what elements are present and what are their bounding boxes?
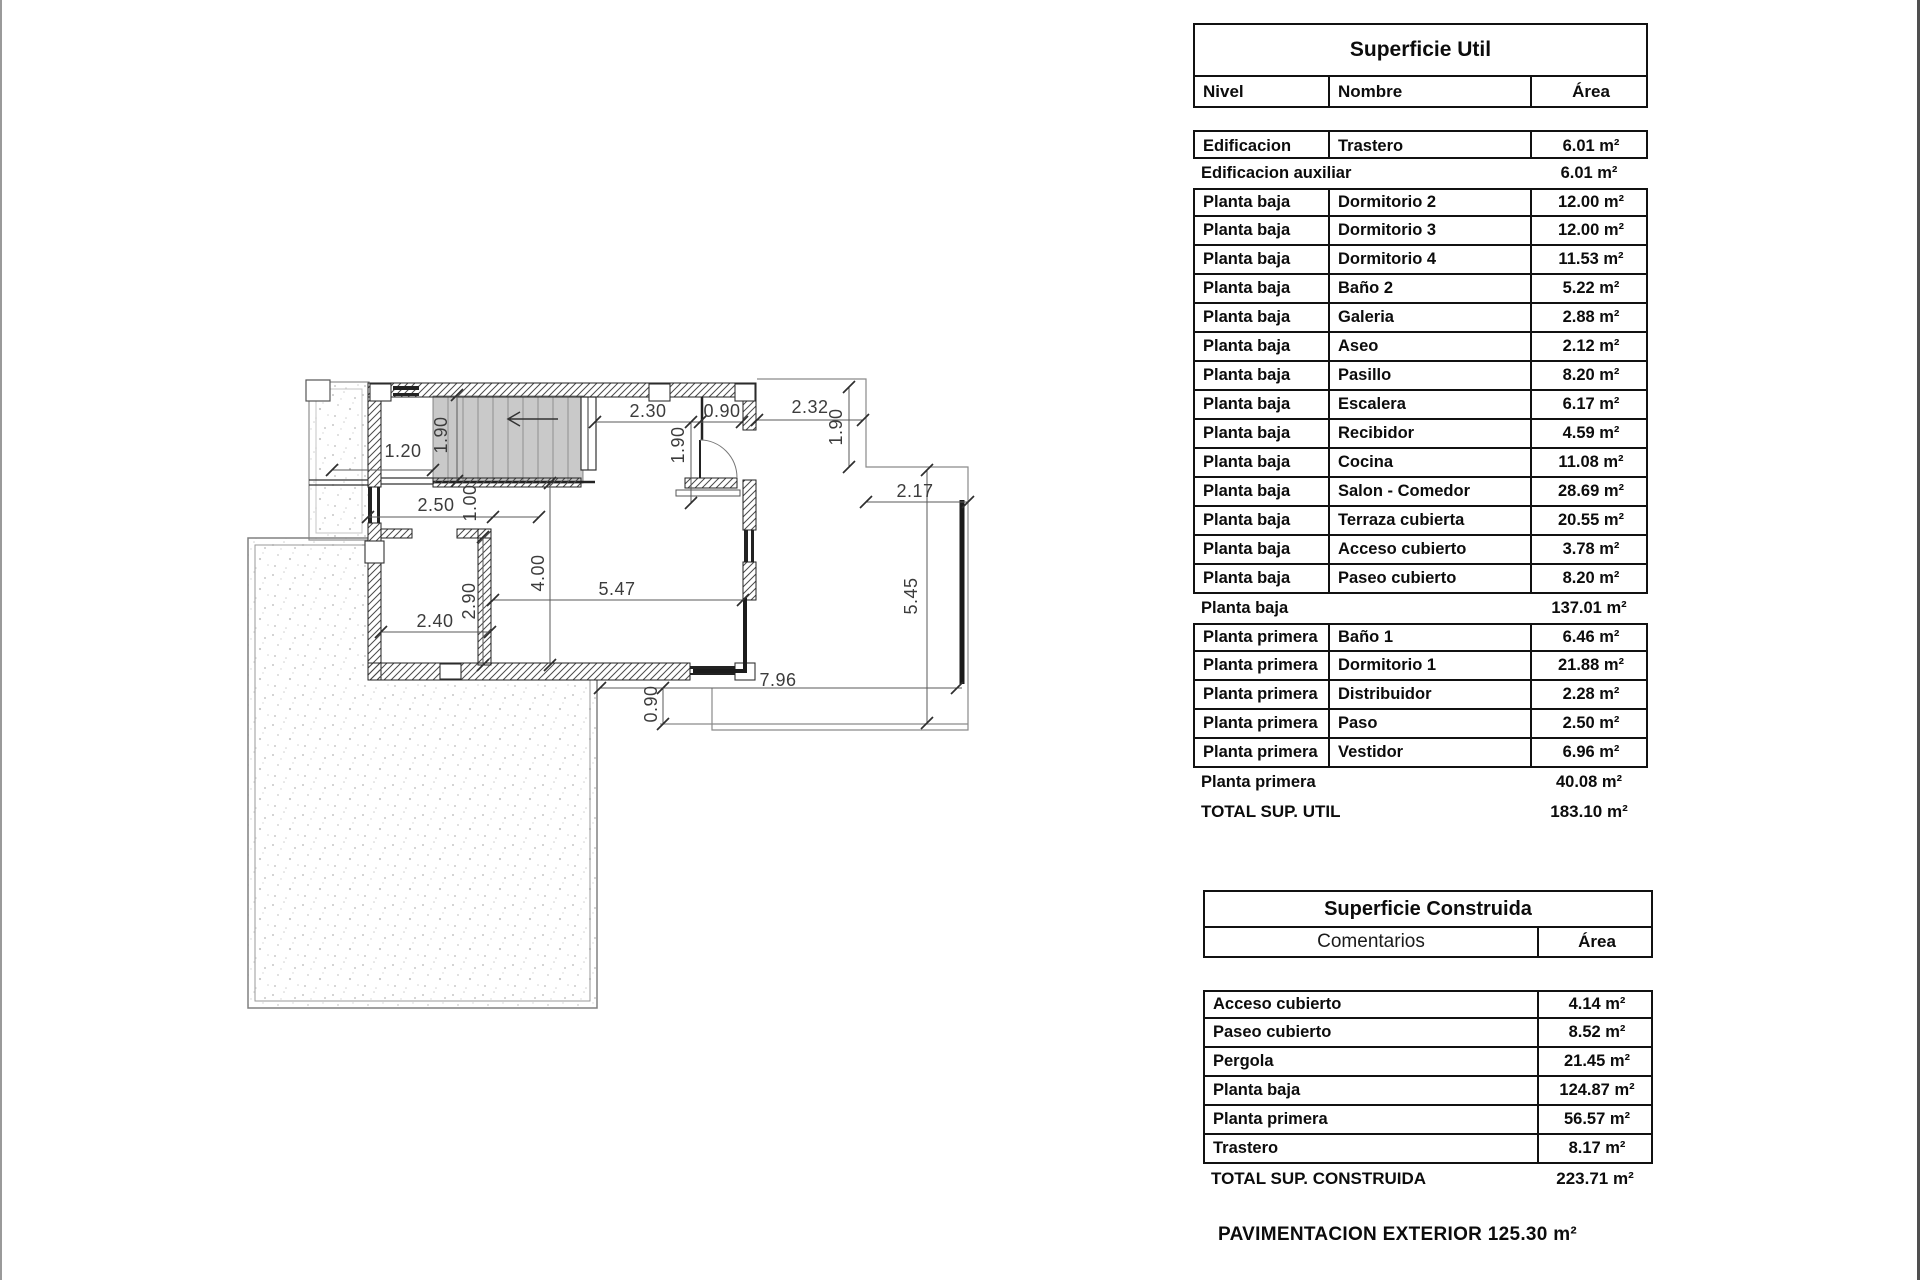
table-row bbox=[1193, 710, 1648, 739]
cell-nivel: Planta primera bbox=[1195, 625, 1330, 650]
cell-label: Planta primera bbox=[1201, 773, 1316, 791]
cell-area: 8.17 m² bbox=[1568, 1139, 1626, 1157]
cell-label: TOTAL SUP. CONSTRUIDA bbox=[1211, 1168, 1427, 1188]
superficie-util-header bbox=[1193, 77, 1648, 108]
table-row bbox=[1193, 565, 1648, 594]
cell-nivel: Planta primera bbox=[1195, 710, 1330, 737]
cell-nombre: Cocina bbox=[1330, 449, 1532, 476]
cell-area: 6.46 m² bbox=[1562, 628, 1620, 646]
cell-nombre: Salon - Comedor bbox=[1330, 478, 1532, 505]
cell-nivel: Planta baja bbox=[1195, 362, 1330, 389]
superficie-construida-table bbox=[1203, 890, 1653, 1193]
dimension-label: 5.47 bbox=[598, 579, 636, 599]
cell-nombre: Trastero bbox=[1330, 132, 1532, 157]
cell-nivel: Planta primera bbox=[1195, 681, 1330, 708]
cell-nombre: Distribuidor bbox=[1330, 681, 1532, 708]
subtotal-row bbox=[1193, 159, 1648, 188]
table-row bbox=[1203, 1106, 1653, 1135]
table-row bbox=[1193, 362, 1648, 391]
cell-nombre: Pasillo bbox=[1330, 362, 1532, 389]
table-row bbox=[1193, 536, 1648, 565]
table-row bbox=[1203, 1048, 1653, 1077]
cell-area: 40.08 m² bbox=[1555, 773, 1623, 791]
cell-label: Planta baja bbox=[1201, 599, 1289, 617]
dimension-label: 2.17 bbox=[896, 481, 934, 501]
table-row bbox=[1193, 130, 1648, 159]
cell-area: 6.17 m² bbox=[1562, 395, 1620, 413]
cell-nombre: Galeria bbox=[1330, 304, 1532, 331]
cell-area: 56.57 m² bbox=[1563, 1110, 1631, 1128]
cell-comentario: Paseo cubierto bbox=[1205, 1019, 1539, 1046]
dimension-label: 2.90 bbox=[459, 582, 479, 620]
superficie-util-table bbox=[1193, 23, 1648, 826]
table-row bbox=[1193, 739, 1648, 768]
dimension-label: 0.90 bbox=[703, 401, 741, 421]
cell-comentario: Acceso cubierto bbox=[1205, 992, 1539, 1017]
cell-nombre: Paso bbox=[1330, 710, 1532, 737]
cell-nivel: Planta baja bbox=[1195, 275, 1330, 302]
table-row bbox=[1193, 478, 1648, 507]
cell-area: 6.01 m² bbox=[1560, 164, 1618, 182]
cell-nombre: Vestidor bbox=[1330, 739, 1532, 766]
cell-area: 8.20 m² bbox=[1562, 569, 1620, 587]
superficie-util-rows bbox=[1193, 130, 1648, 826]
cell-nivel: Planta baja bbox=[1195, 449, 1330, 476]
table-row bbox=[1193, 507, 1648, 536]
table-row bbox=[1193, 246, 1648, 275]
dimension-label: 2.50 bbox=[417, 495, 455, 515]
dimension-label: 5.45 bbox=[901, 577, 921, 615]
cell-area: 11.08 m² bbox=[1558, 453, 1624, 471]
cell-area: 28.69 m² bbox=[1557, 482, 1625, 500]
cell-area: 11.53 m² bbox=[1558, 250, 1624, 268]
cell-area: 2.28 m² bbox=[1562, 685, 1620, 703]
dimension-label: 7.96 bbox=[759, 670, 797, 690]
superficie-construida-rows bbox=[1203, 990, 1653, 1193]
table-row bbox=[1193, 333, 1648, 362]
superficie-util-title: Superficie Util bbox=[1193, 23, 1648, 77]
cell-area: 2.12 m² bbox=[1562, 337, 1620, 355]
table-row bbox=[1203, 990, 1653, 1019]
superficie-construida-header bbox=[1203, 928, 1653, 958]
cell-area: 12.00 m² bbox=[1557, 193, 1625, 211]
table-row bbox=[1193, 420, 1648, 449]
page-edge-left bbox=[0, 0, 2, 1280]
cell-nombre: Dormitorio 3 bbox=[1330, 217, 1532, 244]
table-row bbox=[1193, 652, 1648, 681]
cell-nivel: Planta baja bbox=[1195, 190, 1330, 215]
dimension-label: 4.00 bbox=[528, 554, 548, 592]
cell-area: 6.01 m² bbox=[1562, 137, 1620, 155]
cell-nombre: Baño 1 bbox=[1330, 625, 1532, 650]
cell-label: TOTAL SUP. UTIL bbox=[1201, 801, 1341, 821]
table-gap bbox=[1193, 108, 1648, 130]
cell-area: 21.45 m² bbox=[1563, 1052, 1631, 1070]
cell-comentario: Planta primera bbox=[1205, 1106, 1539, 1133]
cell-area: 8.20 m² bbox=[1562, 366, 1620, 384]
column-header-area: Área bbox=[1572, 81, 1610, 101]
cell-area: 4.14 m² bbox=[1568, 995, 1626, 1013]
subtotal-row bbox=[1193, 768, 1648, 797]
cell-nombre: Escalera bbox=[1330, 391, 1532, 418]
table-gap bbox=[1203, 958, 1653, 990]
table-row bbox=[1193, 275, 1648, 304]
cell-nombre: Terraza cubierta bbox=[1330, 507, 1532, 534]
dimension-label: 1.90 bbox=[668, 426, 688, 464]
dimension-label: 2.40 bbox=[416, 611, 454, 631]
cell-area: 20.55 m² bbox=[1557, 511, 1625, 529]
cell-comentario: Pergola bbox=[1205, 1048, 1539, 1075]
dimension-label: 2.32 bbox=[791, 397, 829, 417]
dimension-label: 1.90 bbox=[431, 416, 451, 454]
table-row bbox=[1193, 681, 1648, 710]
cell-comentario: Trastero bbox=[1205, 1135, 1539, 1162]
cell-area: 3.78 m² bbox=[1562, 540, 1620, 558]
cell-area: 5.22 m² bbox=[1562, 279, 1620, 297]
cell-nivel: Planta baja bbox=[1195, 246, 1330, 273]
cell-area: 12.00 m² bbox=[1557, 221, 1625, 239]
dimension-label: 1.00 bbox=[460, 484, 480, 522]
cell-nivel: Planta baja bbox=[1195, 478, 1330, 505]
cell-nivel: Planta baja bbox=[1195, 217, 1330, 244]
cell-nivel: Planta baja bbox=[1195, 507, 1330, 534]
cell-nombre: Baño 2 bbox=[1330, 275, 1532, 302]
superficie-construida-title: Superficie Construida bbox=[1203, 890, 1653, 928]
dimension-label: 0.90 bbox=[641, 685, 661, 723]
cell-area: 124.87 m² bbox=[1559, 1081, 1635, 1099]
table-row bbox=[1193, 217, 1648, 246]
cell-nivel: Planta primera bbox=[1195, 739, 1330, 766]
interior-wall bbox=[478, 529, 491, 665]
table-row bbox=[1193, 188, 1648, 217]
dimension-label: 1.90 bbox=[826, 408, 846, 446]
column-header-nivel: Nivel bbox=[1195, 77, 1330, 106]
total-row bbox=[1193, 797, 1648, 826]
cell-nivel: Planta baja bbox=[1195, 536, 1330, 563]
table-row bbox=[1193, 449, 1648, 478]
cell-area: 8.52 m² bbox=[1568, 1023, 1626, 1041]
interior-wall bbox=[381, 529, 412, 538]
cell-nivel: Planta baja bbox=[1195, 304, 1330, 331]
cell-nivel: Planta primera bbox=[1195, 652, 1330, 679]
cell-area: 6.96 m² bbox=[1562, 743, 1620, 761]
cell-nombre: Recibidor bbox=[1330, 420, 1532, 447]
dimension-label: 2.30 bbox=[629, 401, 667, 421]
column-header-comentarios: Comentarios bbox=[1205, 928, 1539, 956]
cell-nombre: Dormitorio 4 bbox=[1330, 246, 1532, 273]
cell-nombre: Paseo cubierto bbox=[1330, 565, 1532, 592]
cell-nombre: Dormitorio 2 bbox=[1330, 190, 1532, 215]
column-header-area: Área bbox=[1578, 932, 1616, 951]
cell-nivel: Planta baja bbox=[1195, 420, 1330, 447]
cell-area: 21.88 m² bbox=[1557, 656, 1625, 674]
cell-nivel: Edificacion bbox=[1195, 132, 1330, 157]
table-row bbox=[1193, 391, 1648, 420]
table-row bbox=[1203, 1019, 1653, 1048]
cell-area: 223.71 m² bbox=[1556, 1168, 1634, 1188]
table-row bbox=[1193, 304, 1648, 333]
total-row bbox=[1203, 1164, 1653, 1193]
cell-nombre: Aseo bbox=[1330, 333, 1532, 360]
table-row bbox=[1203, 1077, 1653, 1106]
dimension-label: 1.20 bbox=[384, 441, 422, 461]
pavimentacion-note: PAVIMENTACION EXTERIOR 125.30 m² bbox=[1218, 1224, 1578, 1245]
table-row bbox=[1193, 623, 1648, 652]
terrain-strip bbox=[306, 380, 369, 540]
column-header-nombre: Nombre bbox=[1330, 77, 1532, 106]
cell-area: 4.59 m² bbox=[1562, 424, 1620, 442]
cell-area: 183.10 m² bbox=[1550, 801, 1628, 821]
cell-nombre: Dormitorio 1 bbox=[1330, 652, 1532, 679]
cell-nombre: Acceso cubierto bbox=[1330, 536, 1532, 563]
cell-nivel: Planta baja bbox=[1195, 391, 1330, 418]
cell-comentario: Planta baja bbox=[1205, 1077, 1539, 1104]
cell-area: 137.01 m² bbox=[1551, 599, 1627, 617]
table-row bbox=[1203, 1135, 1653, 1164]
gate-pillar bbox=[306, 380, 330, 401]
cell-area: 2.88 m² bbox=[1562, 308, 1620, 326]
cell-area: 2.50 m² bbox=[1562, 714, 1620, 732]
cell-nivel: Planta baja bbox=[1195, 333, 1330, 360]
door-threshold bbox=[685, 478, 737, 488]
subtotal-row bbox=[1193, 594, 1648, 623]
cell-label: Edificacion auxiliar bbox=[1201, 164, 1352, 182]
cell-nivel: Planta baja bbox=[1195, 565, 1330, 592]
